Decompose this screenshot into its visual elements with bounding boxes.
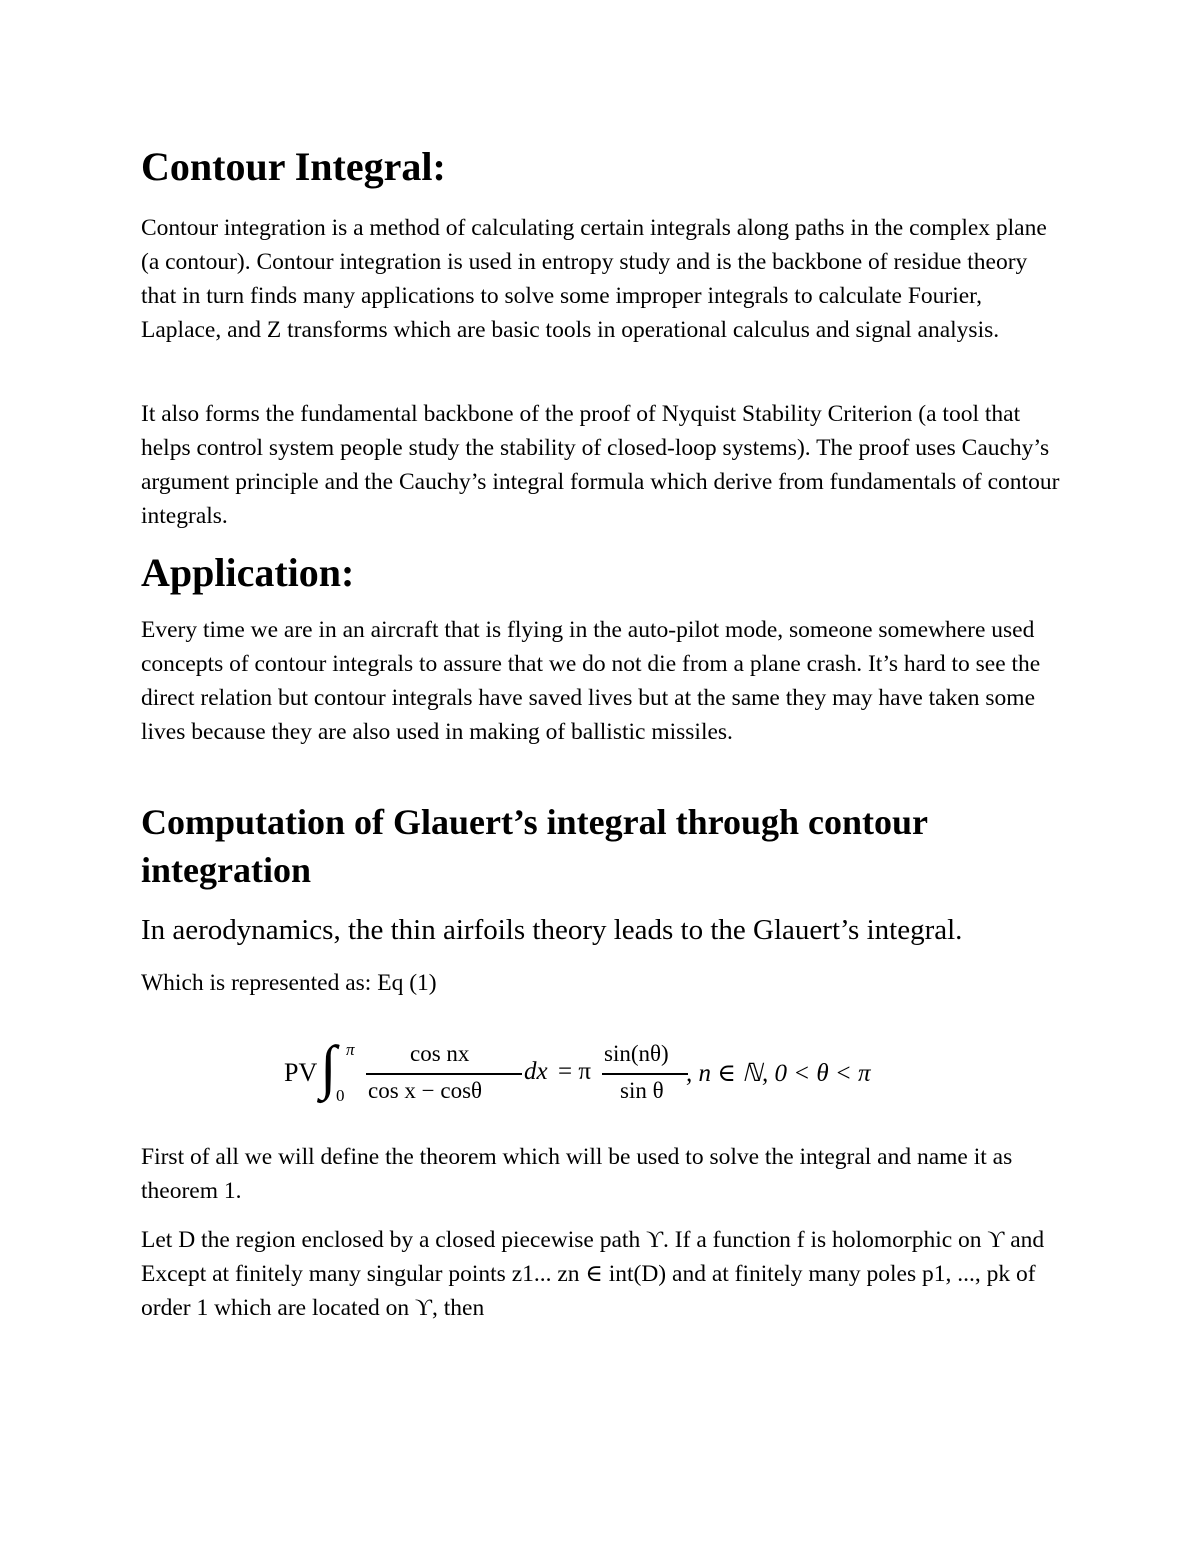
paragraph-aerodynamics-lead: In aerodynamics, the thin airfoils theory leads to the Glauert’s integral.	[141, 914, 963, 946]
eq-numerator: cos nx	[410, 1041, 470, 1066]
eq-fraction-bar	[366, 1073, 522, 1075]
eq-prefix: PV	[284, 1058, 318, 1087]
paragraph-nyquist: It also forms the fundamental backbone of the proof of Nyquist Stability Criterion (a tool that helps control system people study the stability of closed-loop systems). The proof uses Cauchy’s argument principle and the Cauchy’s integral formula which derive from fundamentals of contour integrals.	[141, 401, 1060, 529]
eq-denominator: cos x − cosθ	[368, 1078, 483, 1103]
eq-rhs-fraction-bar	[602, 1073, 688, 1075]
paragraph-contour-definition: Contour integration is a method of calculating certain integrals along paths in the complex plane (a contour). Contour integration is used in entropy study and is the backbone of residue theory that in turn finds many applications to solve some improper integrals to calculate Fourier, Laplace, and Z transforms which are basic tools in operational calculus and signal analysis.	[141, 215, 1047, 343]
section-heading-application: Application:	[141, 550, 355, 595]
paragraph-application: Every time we are in an aircraft that is flying in the auto-pilot mode, someone somewhere used concepts of contour integrals to assure that we do not die from a plane crash. It’s hard to see the direct relation but contour integrals have saved lives but at the same they may have taken some lives because they are also used in making of ballistic missiles.	[141, 617, 1041, 745]
eq-upper-limit: π	[346, 1040, 355, 1059]
paragraph-theorem-intro: First of all we will define the theorem which will be used to solve the integral and name it as theorem 1.	[141, 1144, 1013, 1204]
section-heading-glauert: Computation of Glauert’s integral through contour integration	[141, 802, 928, 890]
eq-lower-limit: 0	[336, 1086, 345, 1105]
section-heading-contour-integral: Contour Integral:	[141, 144, 446, 189]
paragraph-equation-intro: Which is represented as: Eq (1)	[141, 970, 437, 996]
eq-rhs-denominator: sin θ	[620, 1078, 664, 1103]
eq-equals-pi: = π	[558, 1058, 591, 1085]
eq-integral-sign: ∫	[320, 1034, 337, 1100]
eq-condition: , n ∈ ℕ, 0 < θ < π	[686, 1060, 871, 1087]
paragraph-theorem-statement: Let D the region enclosed by a closed piecewise path ϒ. If a function f is holomorphic on ϒ and Except at finitely many singular points z1... zn ∈ int(D) and at finitely many poles p1, ..., pk of order 1 which are located on ϒ, then	[141, 1227, 1045, 1321]
eq-rhs-numerator: sin(nθ)	[604, 1041, 669, 1066]
glauert-equation	[282, 1034, 922, 1108]
eq-dx: dx	[524, 1058, 548, 1085]
